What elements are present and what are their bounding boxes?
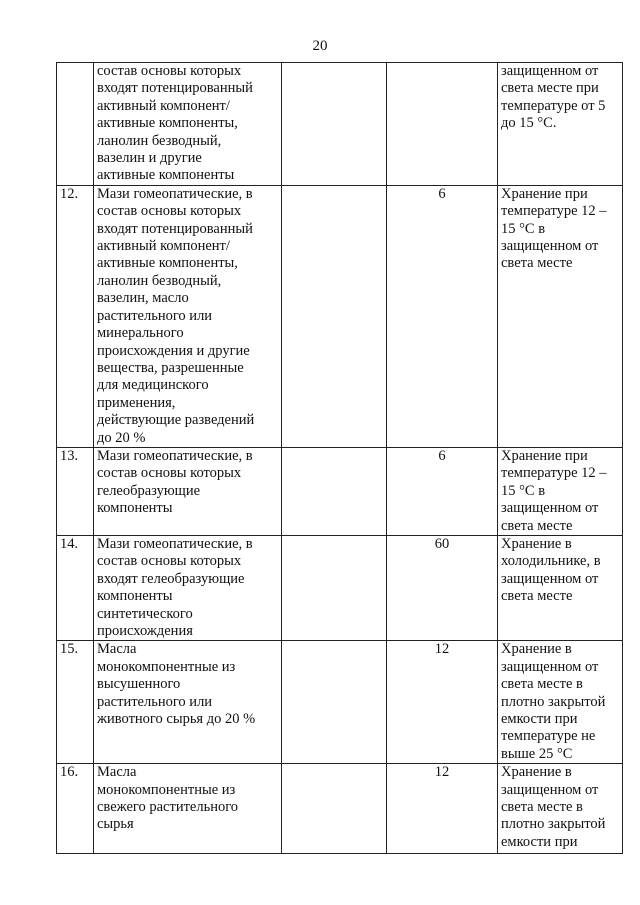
storage-condition-text: Хранение в защищенном от света месте в плотно закрытой емкости при xyxy=(501,764,606,850)
row-number: 12. xyxy=(57,185,94,447)
storage-condition xyxy=(498,185,623,447)
empty-cell xyxy=(282,535,387,640)
shelf-life-value xyxy=(387,63,498,186)
preparation-name xyxy=(94,447,282,535)
storage-condition-text: Хранение в холодильнике, в защищенном от света месте xyxy=(501,535,601,605)
preparation-name-text: состав основы которых входят потенцированный активный компонент/ активные компоненты, ланолин безводный, вазелин и другие активные компоненты xyxy=(97,63,253,184)
storage-condition xyxy=(498,447,623,535)
preparation-name-text: Масла монокомпонентные из высушенного растительного или животного сырья до 20 % xyxy=(97,641,256,728)
empty-cell xyxy=(282,764,387,854)
preparation-name xyxy=(94,535,282,640)
row-number: 15. xyxy=(57,641,94,764)
row-number: 16. xyxy=(57,764,94,854)
preparation-name-text: Мази гомеопатические, в состав основы которых гелеобразующие компоненты xyxy=(97,447,253,517)
preparation-name-text: Масла монокомпонентные из свежего растительного сырья xyxy=(97,764,239,833)
empty-cell xyxy=(282,641,387,764)
storage-condition-text: защищенном от света месте при температуре от 5 до 15 °С. xyxy=(501,63,606,132)
storage-condition xyxy=(498,63,623,186)
table-row xyxy=(57,185,623,447)
preparation-name xyxy=(94,641,282,764)
preparation-name xyxy=(94,63,282,186)
storage-condition-text: Хранение в защищенном от света месте в плотно закрытой емкости при температуре не выше 25 °С xyxy=(501,641,606,762)
table-row xyxy=(57,641,623,764)
empty-cell xyxy=(282,63,387,186)
table-row xyxy=(57,764,623,854)
preparation-name xyxy=(94,764,282,854)
shelf-life-value: 60 xyxy=(387,535,498,640)
table-row xyxy=(57,447,623,535)
empty-cell xyxy=(282,447,387,535)
page-number: 20 xyxy=(312,38,328,54)
storage-condition-text: Хранение при температуре 12 – 15 °С в защищенном от света месте xyxy=(501,447,607,534)
shelf-life-value: 6 xyxy=(387,185,498,447)
table-row xyxy=(57,535,623,640)
preparation-name-text: Мази гомеопатические, в состав основы которых входят потенцированный активный компонент/ активные компоненты, ланолин безводный, вазелин, масло растительного или минерального происхождения и другие вещества, разрешенные для медицинского применения, действующие разведений до 20 % xyxy=(97,185,255,446)
storage-condition xyxy=(498,535,623,640)
shelf-life-value: 12 xyxy=(387,764,498,854)
storage-condition xyxy=(498,641,623,764)
row-number: 14. xyxy=(57,535,94,640)
table-row xyxy=(57,63,623,186)
shelf-life-value: 12 xyxy=(387,641,498,764)
row-number: 13. xyxy=(57,447,94,535)
storage-condition xyxy=(498,764,623,854)
shelf-life-value: 6 xyxy=(387,447,498,535)
storage-conditions-table xyxy=(56,62,623,854)
row-number xyxy=(57,63,94,186)
empty-cell xyxy=(282,185,387,447)
preparation-name-text: Мази гомеопатические, в состав основы которых входят гелеобразующие компоненты синтетического происхождения xyxy=(97,535,253,639)
preparation-name xyxy=(94,185,282,447)
storage-condition-text: Хранение при температуре 12 – 15 °С в защищенном от света месте xyxy=(501,185,607,272)
